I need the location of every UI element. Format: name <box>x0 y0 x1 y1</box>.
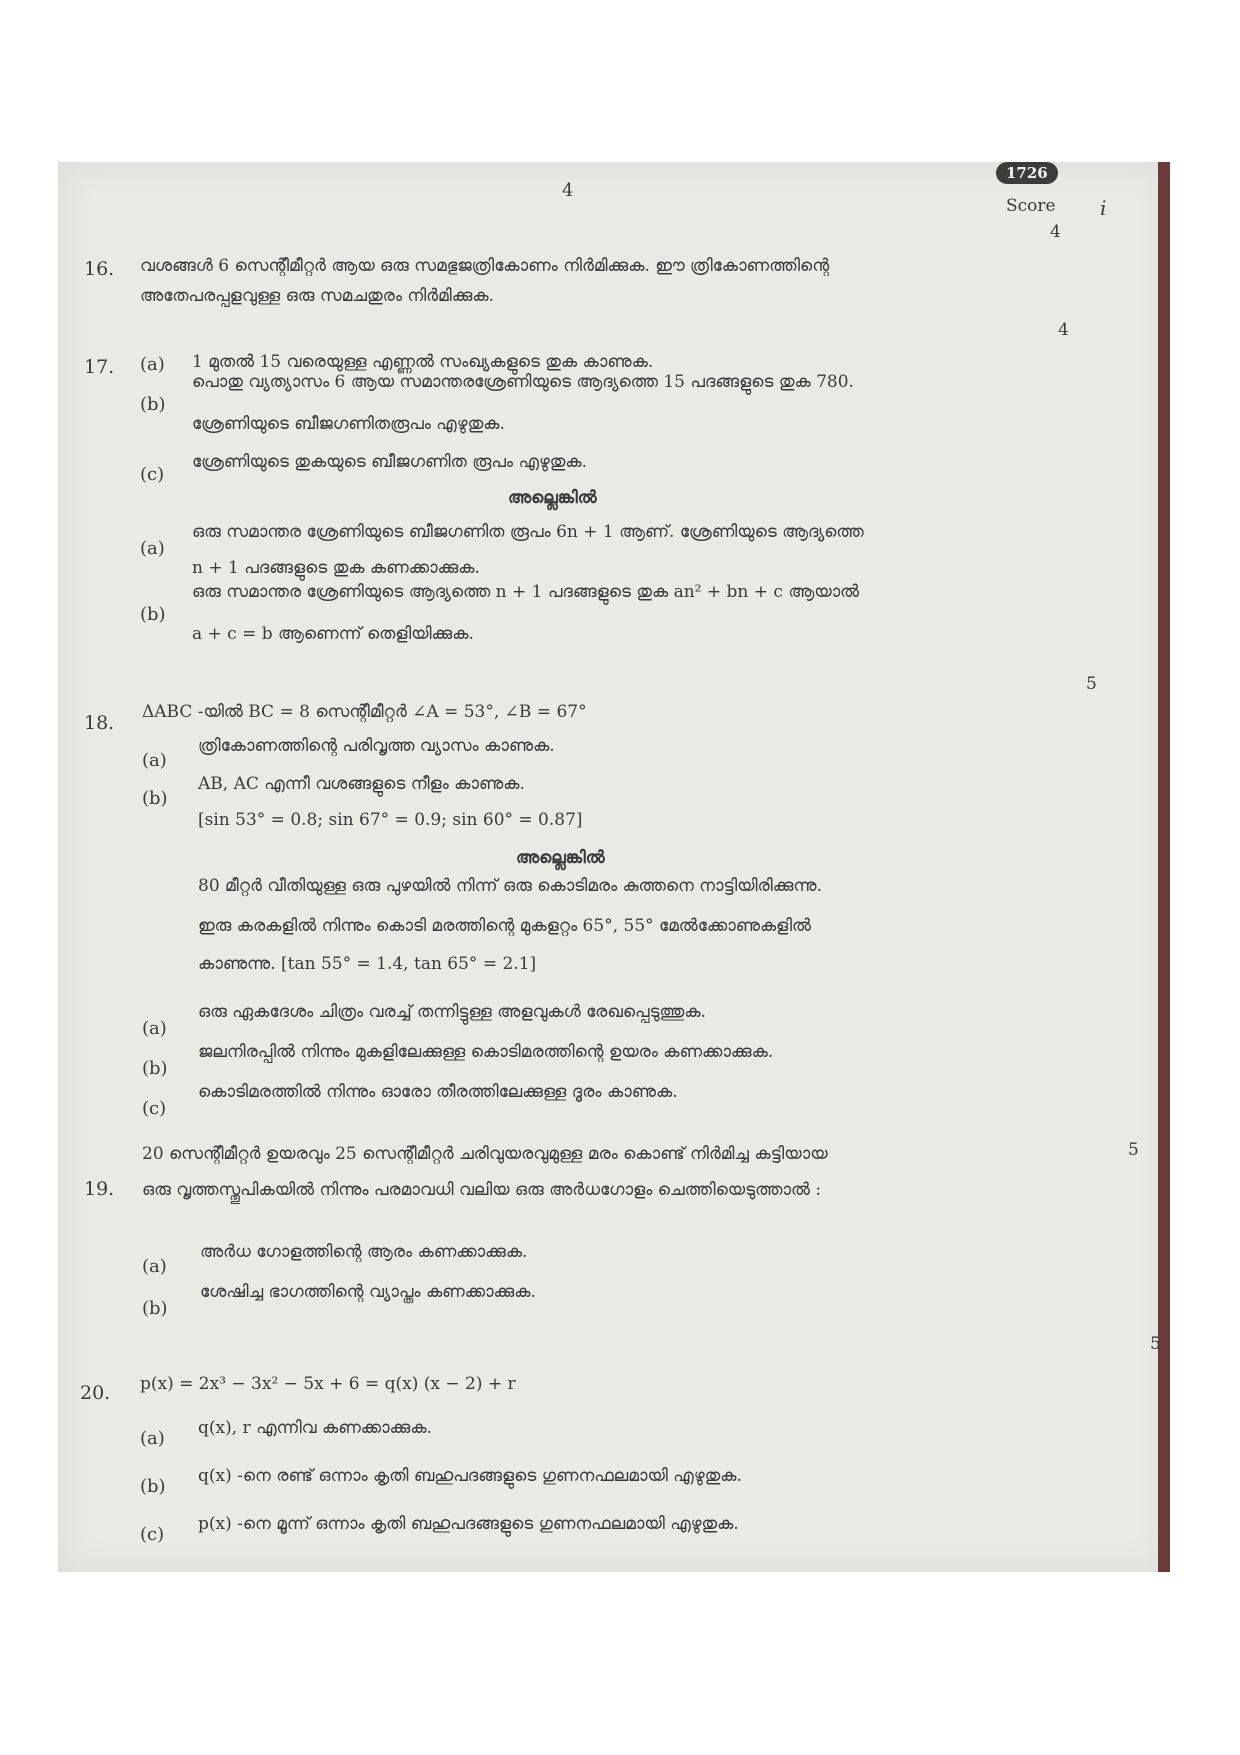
q19-line-1: 20 സെന്റീമീറ്റർ ഉയരവും 25 സെന്റീമീറ്റർ ചരിവുയരവുമുള്ള മരം കൊണ്ട് നിർമിച്ച കട്ടിയായ <box>142 1144 828 1164</box>
q17-alt-b-line-1: ഒരു സമാന്തര ശ്രേണിയുടെ ആദ്യത്തെ n + 1 പദങ്ങളുടെ തുക an² + bn + c ആയാൽ <box>192 582 860 602</box>
q16-score: 4 <box>1050 222 1061 242</box>
q20b-line-1: q(x) -നെ രണ്ട് ഒന്നാം കൃതി ബഹുപദങ്ങളുടെ ഗുണനഫലമായി എഴുതുക. <box>198 1466 742 1486</box>
q18-intro: ΔABC -യിൽ BC = 8 സെന്റീമീറ്റർ ∠A = 53°, ∠B = 67° <box>142 702 587 722</box>
q17a-line-1: 1 മുതൽ 15 വരെയുള്ള എണ്ണൽ സംഖ്യകളുടെ തുക കാണുക. <box>192 352 654 372</box>
q18-alt-a-line-1: ഒരു ഏകദേശം ചിത്രം വരച്ച് തന്നിട്ടുള്ള അളവുകൾ രേഖപ്പെടുത്തുക. <box>198 1002 706 1022</box>
q20-number: 20. <box>80 1382 111 1404</box>
page-number: 4 <box>562 180 574 201</box>
q18b-line-2: [sin 53° = 0.8; sin 67° = 0.9; sin 60° = 0.87] <box>198 810 583 830</box>
q18-alt-c-line-1: കൊടിമരത്തിൽ നിന്നും ഓരോ തീരത്തിലേക്കുള്ള ദൂരം കാണുക. <box>198 1082 678 1102</box>
q20c-label: (c) <box>140 1524 165 1545</box>
q18-or-label: അല്ലെങ്കിൽ <box>516 848 605 868</box>
q20-score: 5 <box>1150 1334 1161 1354</box>
q18-score: 5 <box>1086 674 1097 694</box>
q19-number: 19. <box>84 1178 115 1200</box>
q17c-label: (c) <box>140 464 165 485</box>
q16-line-1: വശങ്ങൾ 6 സെന്റീമീറ്റർ ആയ ഒരു സമഭുജത്രികോണം നിർമിക്കുക. ഈ ത്രികോണത്തിന്റെ <box>140 256 830 276</box>
q17-alt-a-line-1: ഒരു സമാന്തര ശ്രേണിയുടെ ബീജഗണിത രൂപം 6n + 1 ആണ്. ശ്രേണിയുടെ ആദ്യത്തെ <box>192 522 864 542</box>
q17b-line-1: പൊതു വ്യത്യാസം 6 ആയ സമാന്തരശ്രേണിയുടെ ആദ്യത്തെ 15 പദങ്ങളുടെ തുക 780. <box>192 372 854 392</box>
q18b-label: (b) <box>142 788 168 809</box>
q17-score: 4 <box>1058 320 1069 340</box>
q20a-line-1: q(x), r എന്നിവ കണക്കാക്കുക. <box>198 1418 432 1438</box>
q19-line-2: ഒരു വൃത്തസ്തൂപികയിൽ നിന്നും പരമാവധി വലിയ ഒരു അർധഗോളം ചെത്തിയെടുത്താൽ : <box>142 1180 822 1200</box>
q19a-line-1: അർധ ഗോളത്തിന്റെ ആരം കണക്കാക്കുക. <box>200 1242 528 1262</box>
q18-alt-c-label: (c) <box>142 1098 167 1119</box>
q20c-line-1: p(x) -നെ മൂന്ന് ഒന്നാം കൃതി ബഹുപദങ്ങളുടെ ഗുണനഫലമായി എഴുതുക. <box>198 1514 739 1534</box>
paper-code-badge: 1726 <box>996 162 1058 184</box>
q19b-label: (b) <box>142 1298 168 1319</box>
q18-number: 18. <box>84 712 115 734</box>
q17-alt-a-label: (a) <box>140 538 165 559</box>
q18a-label: (a) <box>142 750 167 771</box>
q20b-label: (b) <box>140 1476 166 1497</box>
page-edge <box>1158 162 1170 1572</box>
q17-alt-b-label: (b) <box>140 604 166 625</box>
q19-score: 5 <box>1128 1140 1139 1160</box>
q17-alt-b-line-2: a + c = b ആണെന്ന് തെളിയിക്കുക. <box>192 624 474 644</box>
q20a-label: (a) <box>140 1428 165 1449</box>
score-column-header: Score <box>1006 196 1056 216</box>
q20-intro: p(x) = 2x³ − 3x² − 5x + 6 = q(x) (x − 2) + r <box>140 1374 516 1394</box>
q19b-line-1: ശേഷിച്ച ഭാഗത്തിന്റെ വ്യാപ്തം കണക്കാക്കുക. <box>200 1282 536 1302</box>
q18-alt-intro-2: ഇരു കരകളിൽ നിന്നും കൊടി മരത്തിന്റെ മുകളറ്റം 65°, 55° മേൽക്കോണുകളിൽ <box>198 916 811 936</box>
q17-or-label: അല്ലെങ്കിൽ <box>508 488 597 508</box>
q17c-line-1: ശ്രേണിയുടെ തുകയുടെ ബീജഗണിത രൂപം എഴുതുക. <box>192 452 588 472</box>
q18-alt-a-label: (a) <box>142 1018 167 1039</box>
q18-alt-b-label: (b) <box>142 1058 168 1079</box>
q17-alt-a-line-2: n + 1 പദങ്ങളുടെ തുക കണക്കാക്കുക. <box>192 558 480 578</box>
q17-number: 17. <box>84 356 115 378</box>
q19a-label: (a) <box>142 1256 167 1277</box>
q18-alt-b-line-1: ജലനിരപ്പിൽ നിന്നും മുകളിലേക്കുള്ള കൊടിമരത്തിന്റെ ഉയരം കണക്കാക്കുക. <box>198 1042 774 1062</box>
q17a-label: (a) <box>140 354 165 375</box>
q18b-line-1: AB, AC എന്നീ വശങ്ങളുടെ നീളം കാണുക. <box>198 774 525 794</box>
handwritten-mark: i <box>1100 196 1107 220</box>
q16-line-2: അതേപരപ്പളവുള്ള ഒരു സമചതുരം നിർമിക്കുക. <box>140 286 495 306</box>
q18-alt-intro-1: 80 മീറ്റർ വീതിയുള്ള ഒരു പുഴയിൽ നിന്ന് ഒരു കൊടിമരം കുത്തനെ നാട്ടിയിരിക്കുന്നു. <box>198 876 822 896</box>
q17b-label: (b) <box>140 394 166 415</box>
q18a-line-1: ത്രികോണത്തിന്റെ പരിവൃത്ത വ്യാസം കാണുക. <box>198 736 555 756</box>
q16-number: 16. <box>84 258 115 280</box>
q18-alt-intro-3: കാണുന്നു. [tan 55° = 1.4, tan 65° = 2.1] <box>198 954 537 974</box>
q17b-line-2: ശ്രേണിയുടെ ബീജഗണിതരൂപം എഴുതുക. <box>192 414 505 434</box>
